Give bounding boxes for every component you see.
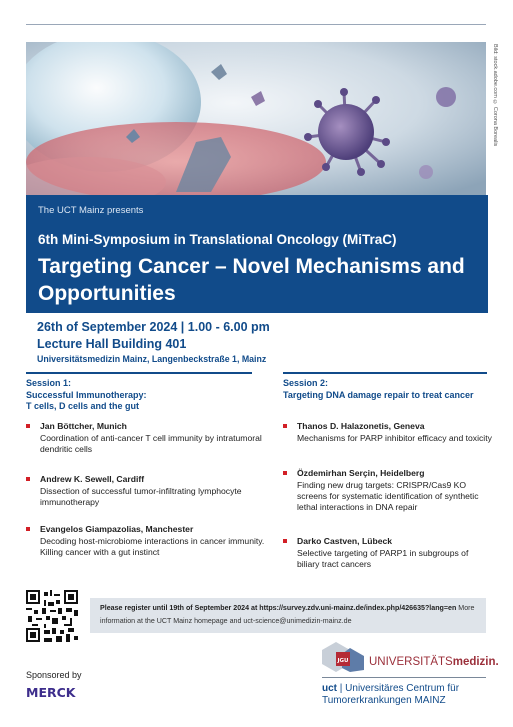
bullet-icon [26, 477, 30, 481]
sponsor-label: Sponsored by [26, 670, 82, 680]
registration-box [90, 598, 486, 633]
session1-title-line2: T cells, D cells and the gut [26, 401, 140, 411]
bullet-icon [26, 527, 30, 531]
talk-speaker: Evangelos Giampazolias, Manchester [40, 524, 194, 534]
merck-logo-text: MERCK [26, 685, 76, 699]
bullet-icon [283, 539, 287, 543]
symposium-subtitle: 6th Mini-Symposium in Translational Oncology (MiTraC) [38, 232, 397, 247]
bullet-icon [283, 471, 287, 475]
session1-label: Session 1: [26, 378, 72, 388]
event-location: Lecture Hall Building 401 [37, 337, 187, 351]
uct-abbrev: uct [322, 683, 337, 694]
talk-title: Dissection of successful tumor-infiltrating lymphocyte immunotherapy [40, 486, 242, 507]
hero-illustration [26, 42, 486, 195]
session2-label: Session 2: [283, 378, 329, 388]
top-divider [26, 24, 486, 25]
image-credit: Bild: stock.adobe.com © Corona Borealis [492, 44, 498, 147]
talk-speaker: Jan Böttcher, Munich [40, 421, 127, 431]
qr-code[interactable] [26, 590, 78, 642]
bullet-icon [283, 424, 287, 428]
talk-title: Finding new drug targets: CRISPR/Cas9 KO screens for systematic identification of synthetic lethal interactions in DNA repair [297, 480, 479, 512]
university-logo [322, 642, 364, 672]
talk-speaker: Darko Castven, Lübeck [297, 536, 393, 546]
session2-title-line1: Targeting DNA damage repair to treat cancer [283, 389, 474, 400]
talk-title: Mechanisms for PARP inhibitor efficacy and toxicity [297, 433, 492, 443]
uct-line2: Tumorerkrankungen MAINZ [322, 695, 446, 706]
university-wordmark [369, 656, 499, 668]
session2-divider [283, 372, 487, 374]
registration-text [100, 602, 482, 628]
hero-image [26, 42, 486, 195]
uct-divider [322, 677, 486, 678]
uct-line1: Universitäres Centrum für [345, 683, 460, 694]
merck-logo [26, 685, 88, 699]
university-name-part1: UNIVERSITÄTS [369, 656, 453, 668]
bullet-icon [26, 424, 30, 428]
session2-header [283, 378, 474, 401]
jgu-text: JGU [337, 658, 349, 664]
talk-speaker: Andrew K. Sewell, Cardiff [40, 474, 145, 484]
talk-speaker: Thanos D. Halazonetis, Geneva [297, 421, 425, 431]
event-address: Universitätsmedizin Mainz, Langenbeckstraße 1, Mainz [37, 354, 267, 364]
talk-title: Decoding host-microbiome interactions in cancer immunity. Killing cancer with a gut instinct [40, 536, 265, 557]
registration-info: More information at the UCT Mainz homepage and uct-science@unimedizin-mainz.de [100, 604, 475, 625]
session1-header [26, 378, 147, 413]
session1-divider [26, 372, 252, 374]
university-name-part2: medizin. [452, 656, 499, 668]
event-date-time: 26th of September 2024 | 1.00 - 6.00 pm [37, 320, 270, 334]
talk-title: Selective targeting of PARP1 in subgroups of biliary tract cancers [297, 548, 469, 569]
session1-title-line1: Successful Immunotherapy: [26, 389, 147, 400]
title-banner [26, 195, 488, 313]
registration-link[interactable]: Please register until 19th of September 2024 at https://survey.zdv.uni-mainz.de/index.php/426635?lang=en [100, 604, 457, 612]
uct-logo: uct | Universitäres Centrum für Tumorerkrankungen MAINZ [322, 683, 460, 706]
talk-title: Coordination of anti-cancer T cell immunity by intratumoral dendritic cells [40, 433, 262, 454]
presenter-line: The UCT Mainz presents [38, 205, 144, 216]
talk-speaker: Özdemirhan Serçin, Heidelberg [297, 468, 425, 478]
symposium-title: Targeting Cancer – Novel Mechanisms and Opportunities [38, 255, 465, 305]
